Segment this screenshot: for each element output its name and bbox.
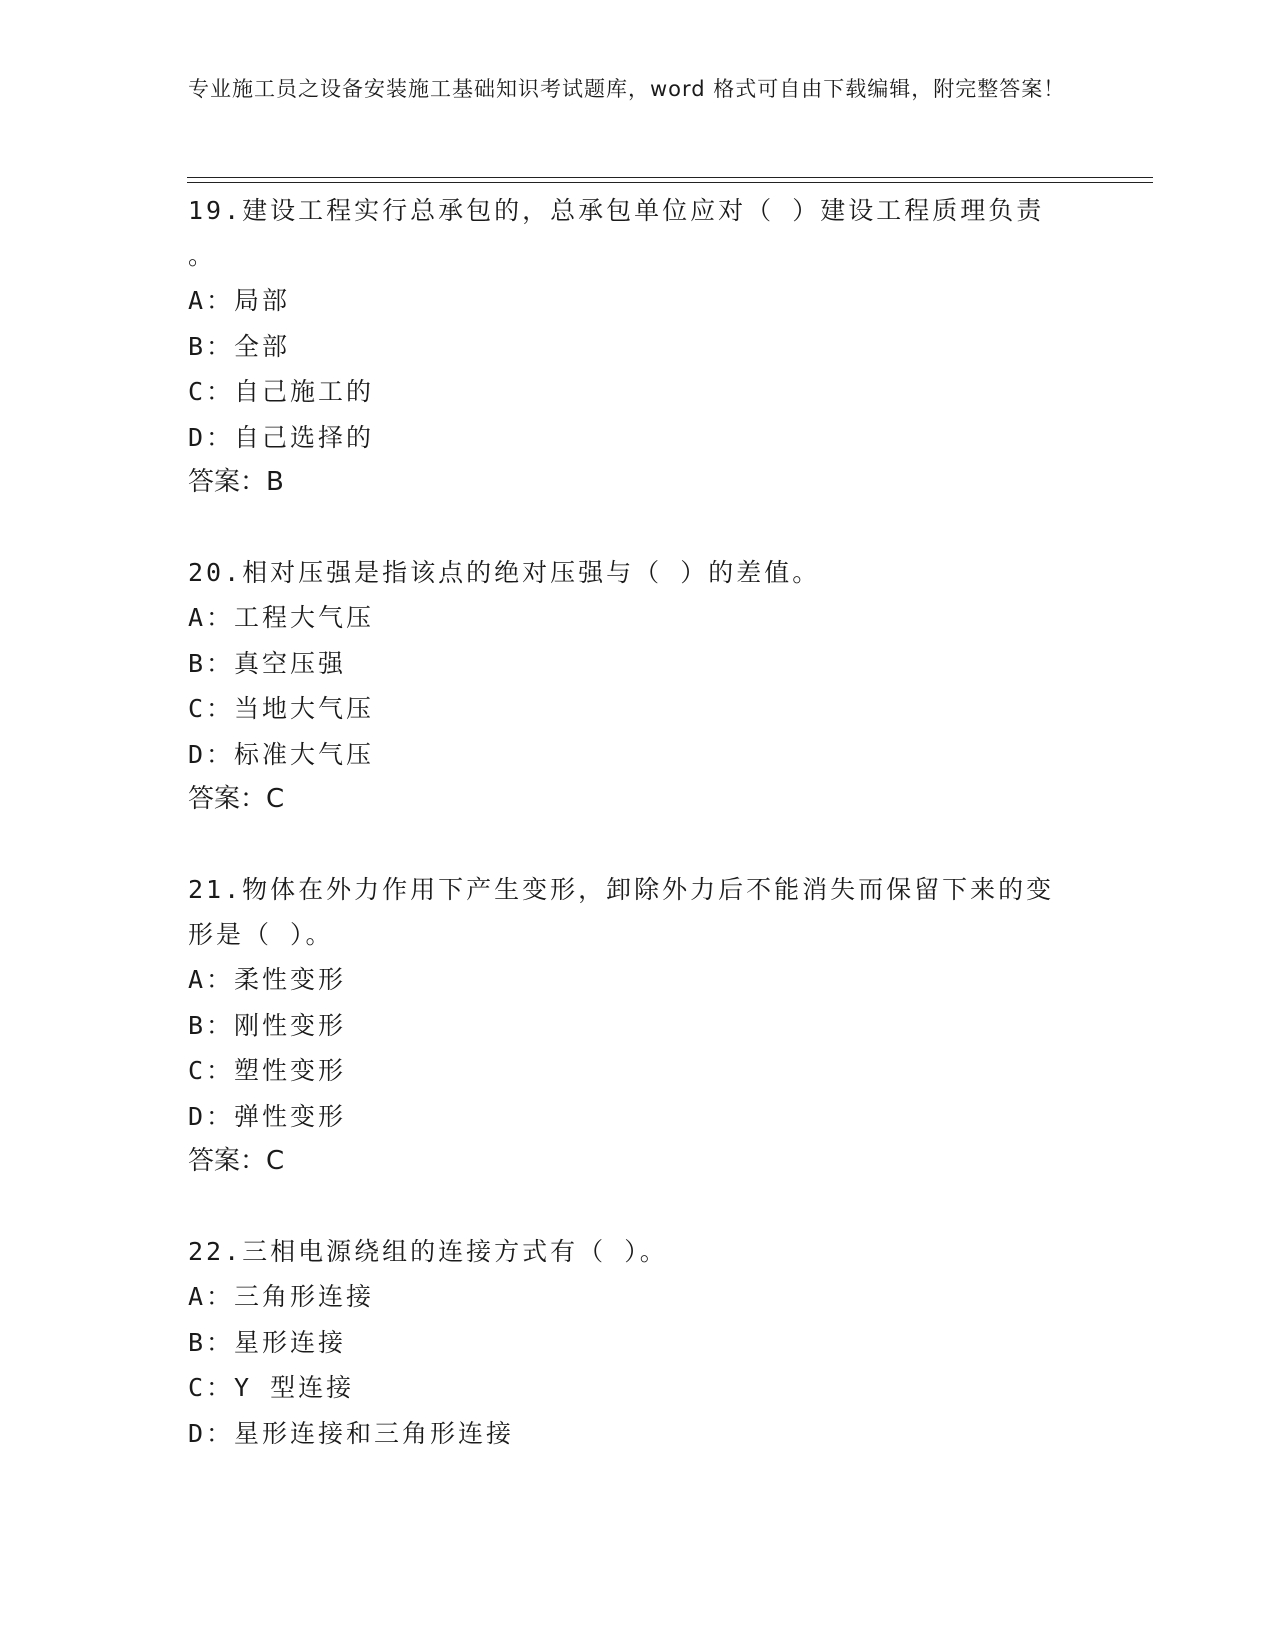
option-d: D：标准大气压	[188, 739, 375, 769]
option-c: C：当地大气压	[188, 694, 375, 723]
option-a: A：工程大气压	[188, 603, 375, 632]
option-b: B：真空压强	[188, 648, 347, 678]
question-21	[188, 867, 1088, 1183]
question-list	[188, 188, 1088, 1502]
answer-text: 答案：C	[188, 784, 285, 814]
option-d: D：自己选择的	[188, 422, 375, 452]
question-22	[188, 1229, 1088, 1456]
question-20	[188, 550, 1088, 821]
answer-text: 答案：C	[188, 1146, 285, 1176]
question-stem: 20.相对压强是指该点的绝对压强与（ ）的差值。	[188, 558, 821, 587]
option-a: A：柔性变形	[188, 965, 347, 994]
answer-text: 答案：B	[188, 467, 284, 497]
question-19	[188, 188, 1088, 504]
option-c: C：自己施工的	[188, 377, 375, 406]
option-a: A：三角形连接	[188, 1282, 375, 1311]
question-stem: 22.三相电源绕组的连接方式有（ ）。	[188, 1237, 668, 1266]
option-d: D：弹性变形	[188, 1101, 347, 1131]
header-divider-bottom	[187, 182, 1153, 183]
option-b: B：全部	[188, 331, 291, 361]
option-d: D：星形连接和三角形连接	[188, 1418, 515, 1448]
option-b: B：星形连接	[188, 1327, 347, 1357]
header-divider-top	[187, 177, 1153, 178]
option-c: C：塑性变形	[188, 1056, 347, 1085]
option-c: C：Y 型连接	[188, 1373, 355, 1402]
option-b: B：刚性变形	[188, 1010, 347, 1040]
option-a: A：局部	[188, 286, 291, 315]
document-header: 专业施工员之设备安装施工基础知识考试题库，word 格式可自由下载编辑，附完整答案！	[188, 77, 1066, 101]
question-stem: 21.物体在外力作用下产生变形，卸除外力后不能消失而保留下来的变 形是（ ）。	[188, 875, 1055, 949]
question-stem: 19.建设工程实行总承包的，总承包单位应对（ ）建设工程质理负责 。	[188, 196, 1045, 270]
